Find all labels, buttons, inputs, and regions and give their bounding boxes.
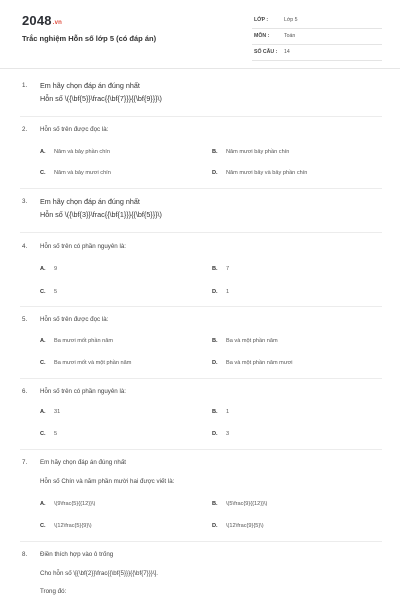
option-letter: D. bbox=[212, 360, 218, 366]
answer-option[interactable] bbox=[40, 360, 131, 366]
option-text: 9 bbox=[54, 266, 58, 272]
answer-option[interactable] bbox=[212, 170, 307, 176]
option-text: Ba mươi mốt phần năm bbox=[54, 338, 114, 344]
option-letter: C. bbox=[40, 523, 46, 529]
site-logo[interactable] bbox=[22, 13, 62, 28]
quiz-title: Trắc nghiệm Hỗn số lớp 5 (có đáp án) bbox=[22, 34, 157, 43]
answer-option[interactable] bbox=[212, 360, 293, 366]
info-row-grade bbox=[252, 12, 382, 29]
info-label: SỐ CÂU : bbox=[254, 49, 278, 55]
question-divider bbox=[20, 541, 382, 542]
answer-option[interactable] bbox=[40, 289, 57, 295]
option-letter: B. bbox=[212, 338, 218, 344]
option-text: 7 bbox=[226, 266, 230, 272]
logo-suffix: .vn bbox=[52, 20, 63, 26]
option-letter: D. bbox=[212, 431, 218, 437]
info-value: Lớp 5 bbox=[284, 17, 298, 23]
option-text: Năm mươi bảy phần chín bbox=[226, 149, 290, 155]
question-text: Em hãy chọn đáp án đúng nhất bbox=[40, 197, 140, 206]
option-letter: B. bbox=[212, 501, 218, 507]
option-letter: D. bbox=[212, 170, 218, 176]
info-label: MÔN : bbox=[254, 33, 270, 39]
option-letter: C. bbox=[40, 431, 46, 437]
question-divider bbox=[20, 232, 382, 233]
question-text: Hỗn số trên có phần nguyên là: bbox=[40, 388, 126, 395]
answer-option[interactable] bbox=[212, 409, 229, 415]
answer-option[interactable] bbox=[40, 149, 110, 155]
question-text: Hỗn số Chín và năm phần mười hai được viết là: bbox=[40, 478, 175, 485]
option-text: \(9\frac{5}{{12}}\) bbox=[54, 501, 96, 507]
answer-option[interactable] bbox=[40, 431, 57, 437]
option-letter: A. bbox=[40, 266, 46, 272]
question-text: Trong đó: bbox=[40, 588, 67, 595]
answer-option[interactable] bbox=[212, 338, 278, 344]
question-text: Hỗn số trên có phần nguyên là: bbox=[40, 243, 126, 250]
option-letter: B. bbox=[212, 409, 218, 415]
question-number: 8. bbox=[22, 551, 28, 558]
question-divider bbox=[20, 306, 382, 307]
question-number: 3. bbox=[22, 198, 28, 205]
option-text: Năm và bảy phần chín bbox=[54, 149, 110, 155]
option-text: Ba và một phần năm mươi bbox=[226, 360, 293, 366]
answer-option[interactable] bbox=[212, 289, 229, 295]
logo-text: 2048 bbox=[22, 13, 52, 28]
answer-option[interactable] bbox=[212, 523, 264, 529]
question-divider bbox=[20, 449, 382, 450]
option-text: 1 bbox=[226, 409, 230, 415]
question-text: Cho hỗn số \[{\bf{2}}\frac{{\bf{5}}}{{\bf{7}}}\]. bbox=[40, 570, 159, 577]
option-text: Ba mươi mốt và một phần năm bbox=[54, 360, 132, 366]
option-text: Năm và bảy mươi chín bbox=[54, 170, 111, 176]
option-letter: D. bbox=[212, 289, 218, 295]
answer-option[interactable] bbox=[40, 266, 57, 272]
info-value: Toán bbox=[284, 33, 296, 39]
option-text: \(12\frac{5}{9}\) bbox=[54, 523, 92, 529]
option-letter: A. bbox=[40, 501, 46, 507]
question-number: 6. bbox=[22, 388, 28, 395]
question-number: 5. bbox=[22, 316, 28, 323]
option-text: \(5\frac{9}{{12}}\) bbox=[226, 501, 268, 507]
answer-option[interactable] bbox=[40, 170, 111, 176]
option-text: 3 bbox=[226, 431, 230, 437]
question-text: Hỗn số \({\bf{3}}\frac{{\bf{1}}}{{\bf{5}}}\) bbox=[40, 210, 162, 219]
answer-option[interactable] bbox=[40, 501, 95, 507]
option-letter: C. bbox=[40, 360, 46, 366]
option-text: 31 bbox=[54, 409, 61, 415]
answer-option[interactable] bbox=[40, 523, 92, 529]
info-value: 14 bbox=[284, 49, 290, 55]
question-text: Hỗn số \({\bf{5}}\frac{{\bf{7}}}{{\bf{9}}}\) bbox=[40, 94, 162, 103]
info-row-subject bbox=[252, 28, 382, 45]
answer-option[interactable] bbox=[212, 266, 229, 272]
question-divider bbox=[20, 378, 382, 379]
option-text: \(12\frac{9}{5}\) bbox=[226, 523, 264, 529]
option-text: Ba và một phần năm bbox=[226, 338, 278, 344]
question-text: Điền thích hợp vào ô trống bbox=[40, 551, 114, 558]
option-letter: A. bbox=[40, 149, 46, 155]
option-letter: A. bbox=[40, 338, 46, 344]
question-number: 2. bbox=[22, 126, 28, 133]
answer-option[interactable] bbox=[212, 501, 267, 507]
option-text: 5 bbox=[54, 431, 58, 437]
page-header bbox=[0, 0, 400, 68]
option-letter: D. bbox=[212, 523, 218, 529]
option-text: 1 bbox=[226, 289, 230, 295]
header-divider bbox=[0, 68, 400, 69]
question-number: 1. bbox=[22, 82, 28, 89]
question-text: Hỗn số trên được đọc là: bbox=[40, 316, 109, 323]
option-letter: B. bbox=[212, 149, 218, 155]
info-row-count bbox=[252, 44, 382, 61]
answer-option[interactable] bbox=[212, 149, 289, 155]
question-divider bbox=[20, 188, 382, 189]
option-letter: B. bbox=[212, 266, 218, 272]
question-number: 7. bbox=[22, 459, 28, 466]
option-letter: C. bbox=[40, 289, 46, 295]
question-number: 4. bbox=[22, 243, 28, 250]
question-divider bbox=[20, 116, 382, 117]
option-letter: A. bbox=[40, 409, 46, 415]
option-text: Năm mươi bảy và bảy phần chín bbox=[226, 170, 308, 176]
question-text: Hỗn số trên được đọc là: bbox=[40, 126, 109, 133]
option-text: 5 bbox=[54, 289, 58, 295]
question-text: Em hãy chọn đáp án đúng nhất bbox=[40, 81, 140, 90]
option-letter: C. bbox=[40, 170, 46, 176]
answer-option[interactable] bbox=[40, 338, 113, 344]
answer-option[interactable] bbox=[212, 431, 229, 437]
question-text: Em hãy chọn đáp án đúng nhất bbox=[40, 459, 127, 466]
answer-option[interactable] bbox=[40, 409, 60, 415]
info-label: LỚP : bbox=[254, 17, 269, 23]
